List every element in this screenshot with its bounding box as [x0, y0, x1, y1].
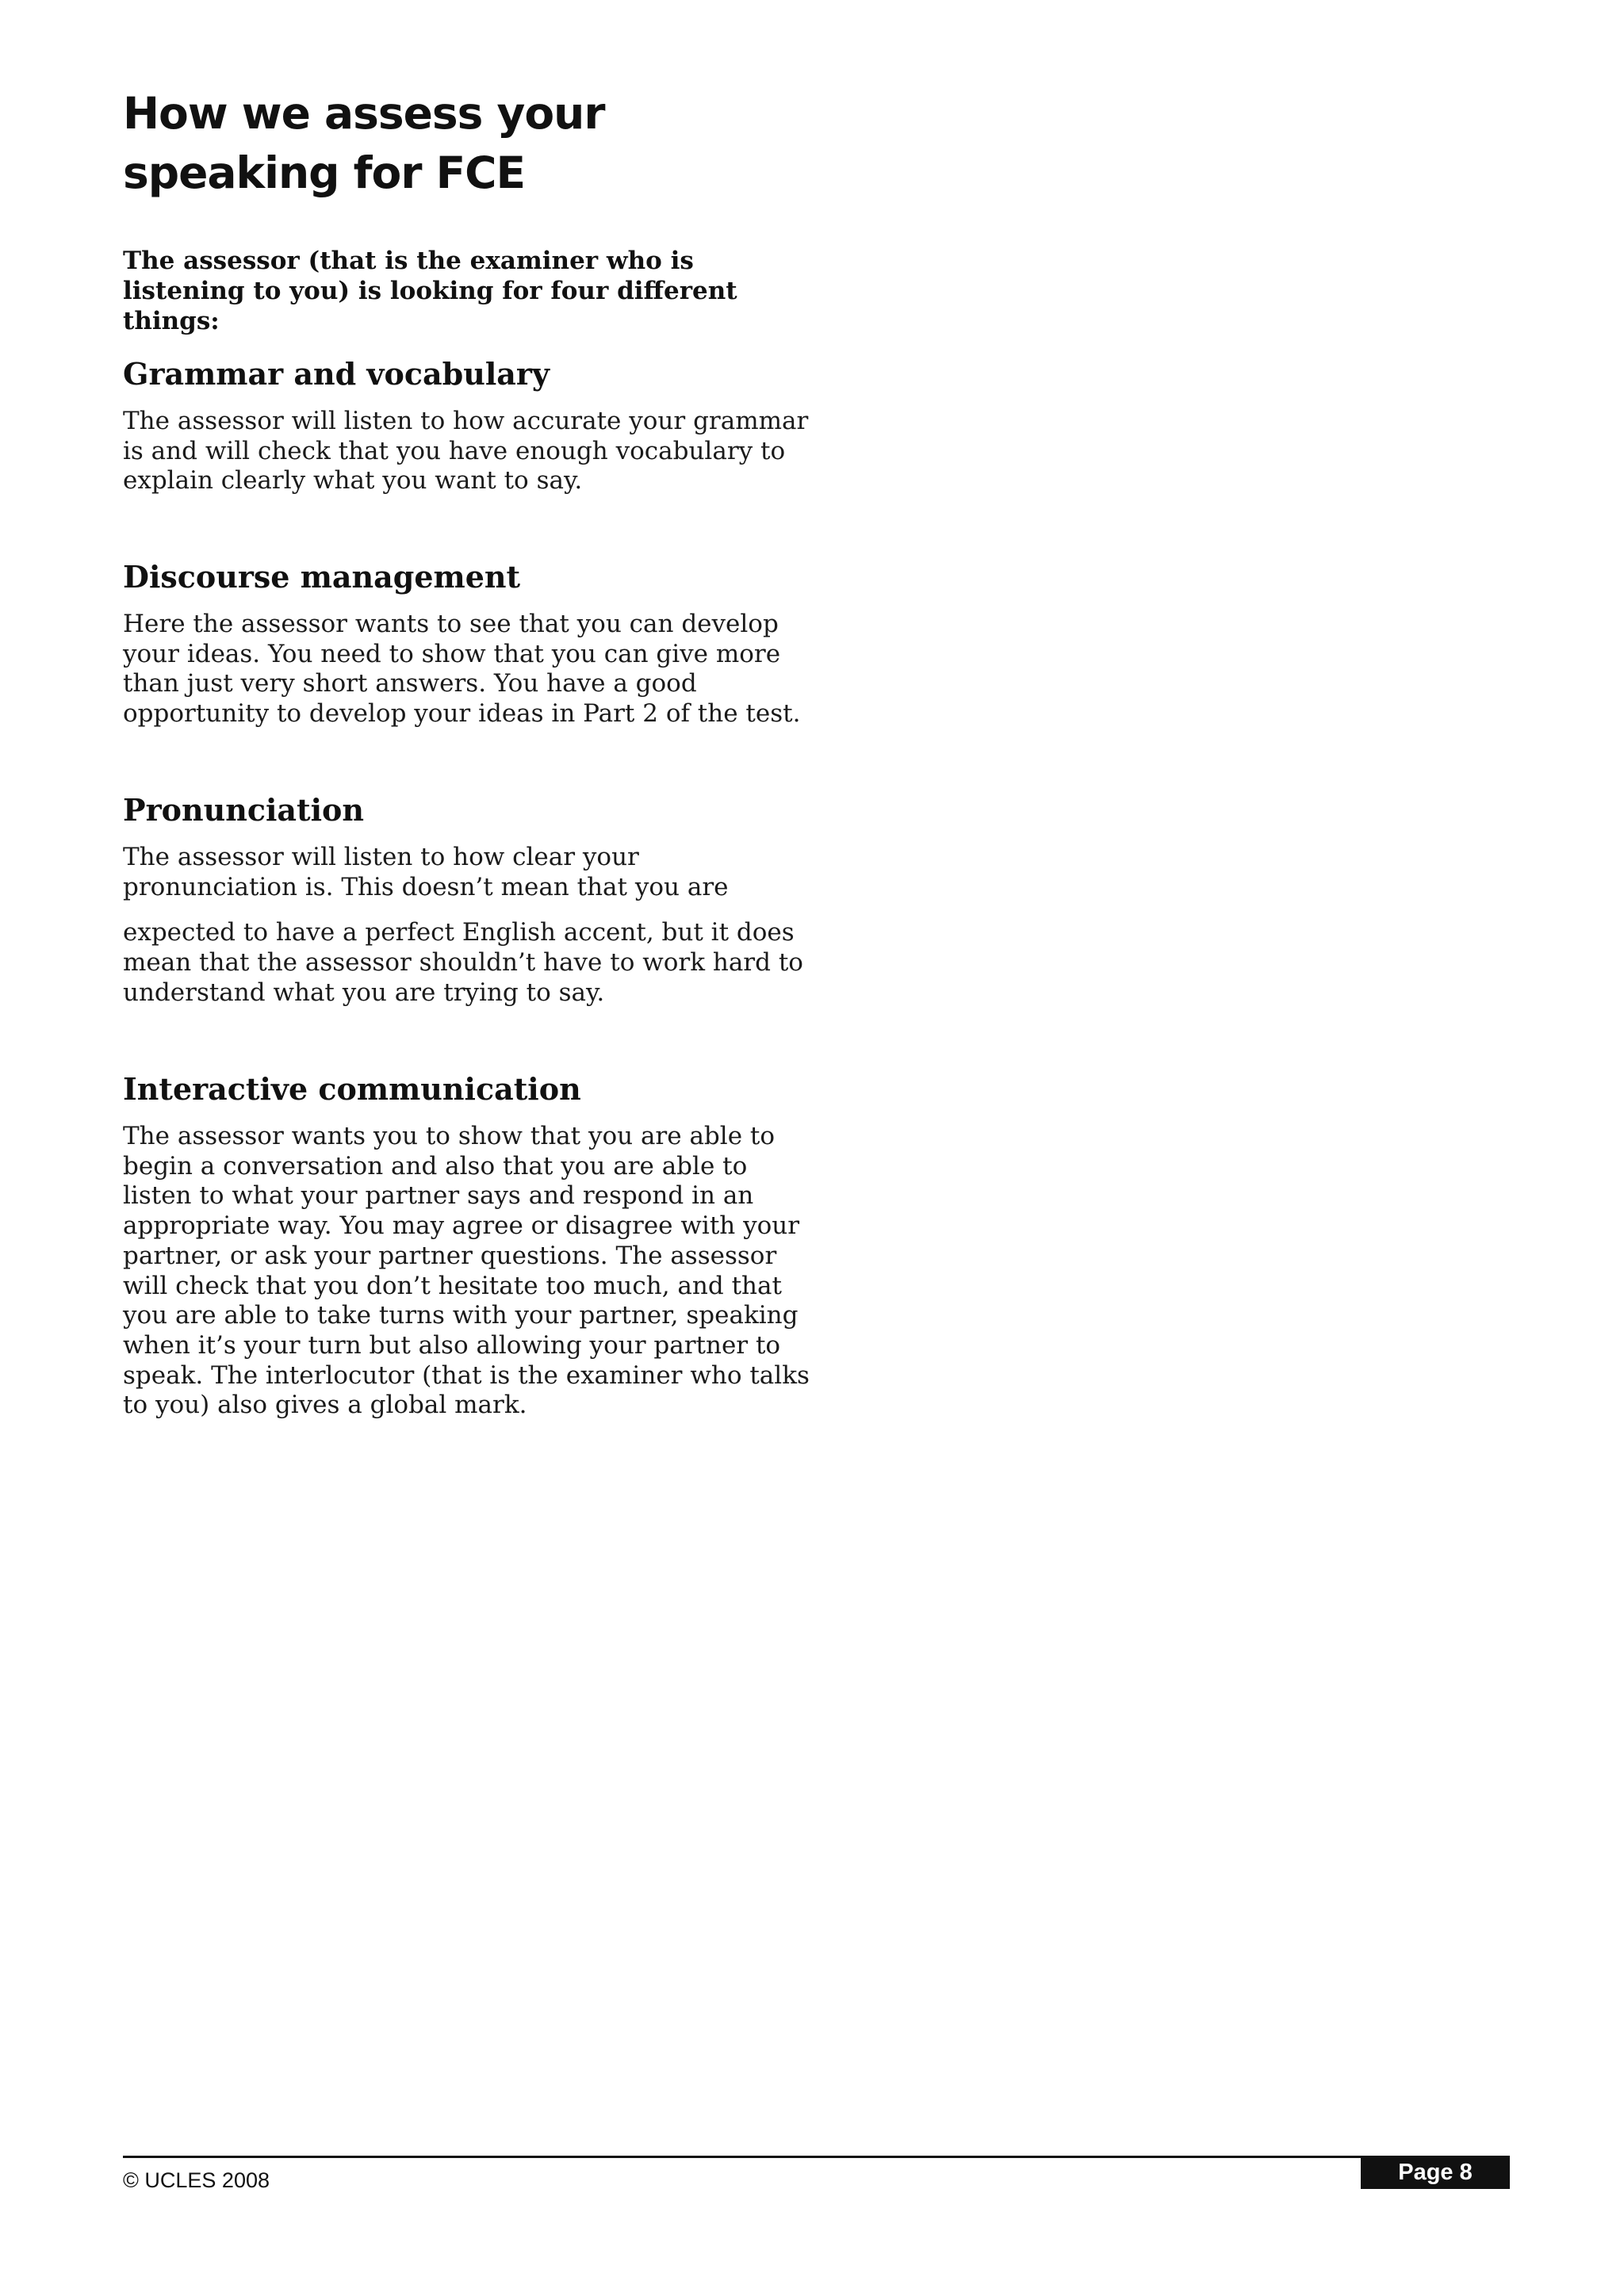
section-paragraph: Here the assessor wants to see that you can develop your ideas. You need to show that you can give more than just very short answers. You have a good opportunity to develop your ideas in Part 2 of the test.: [123, 610, 801, 729]
section-interactive-communication: [123, 1071, 821, 1421]
section-grammar-vocabulary: [123, 356, 821, 496]
section-pronunciation: [123, 792, 821, 1008]
section-discourse-management: [123, 559, 821, 729]
page-title-line-2: speaking for FCE: [123, 147, 526, 198]
section-heading: Discourse management: [123, 559, 521, 595]
page-title-line-1: How we assess your: [123, 88, 605, 139]
section-paragraph: expected to have a perfect English accent, but it does mean that the assessor shouldn’t have to work hard to understand what you are trying to say.: [123, 918, 803, 1007]
section-paragraph: The assessor wants you to show that you are able to begin a conversation and also that you are able to listen to what your partner says and respond in an appropriate way. You may agree or disagree with your partner, or ask your partner questions. The assessor will check that you don’t hesitate too much, and that you are able to take turns with your partner, speaking when it’s your turn but also allowing your partner to speak. The interlocutor (that is the examiner who talks to you) also gives a global mark.: [123, 1122, 810, 1420]
footer-divider: [123, 2156, 1509, 2158]
section-paragraph: The assessor will listen to how clear your pronunciation is. This doesn’t mean that you are: [123, 843, 729, 901]
section-paragraph: The assessor will listen to how accurate your grammar is and will check that you have enough vocabulary to explain clearly what you want to say.: [123, 407, 809, 496]
page-title: [123, 84, 837, 203]
section-heading: Interactive communication: [123, 1071, 581, 1107]
copyright-text: © UCLES 2008: [123, 2168, 270, 2192]
page-number-badge: Page 8: [1361, 2156, 1510, 2189]
section-heading: Pronunciation: [123, 792, 364, 828]
section-heading: Grammar and vocabulary: [123, 356, 550, 392]
intro-text: The assessor (that is the examiner who is listening to you) is looking for four different things:: [123, 247, 737, 335]
